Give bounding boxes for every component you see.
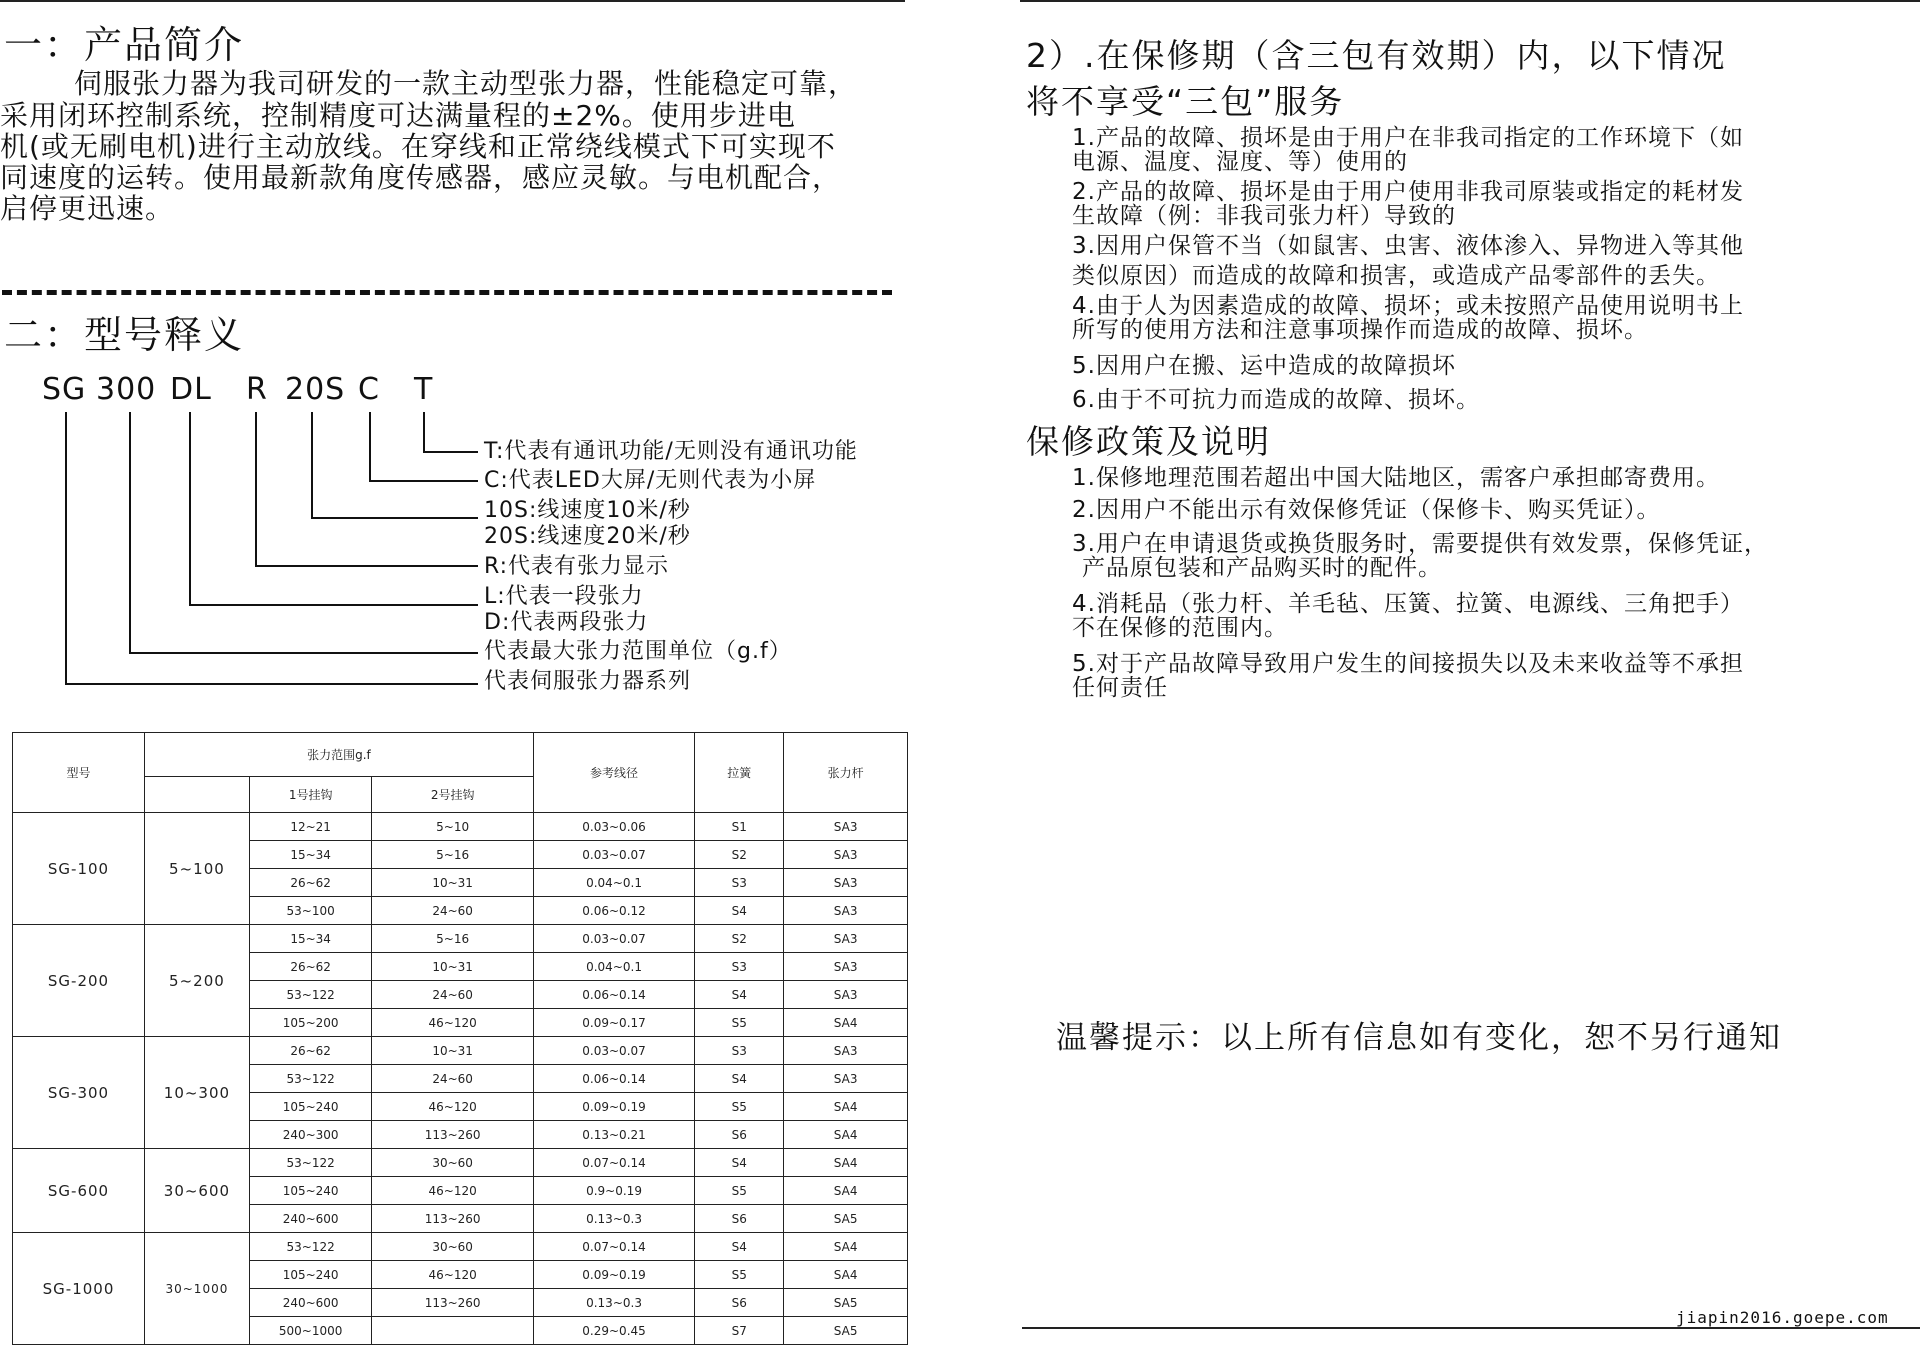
code-explanation-series: 代表伺服张力器系列 — [484, 669, 692, 694]
code-part-dl: DL — [170, 372, 212, 407]
section4-title: 保修政策及说明 — [1026, 422, 1271, 461]
list-item-cont: 任何责任 — [1072, 675, 1168, 701]
code-explanation-r: R:代表有张力显示 — [484, 554, 670, 579]
list-item: 1.产品的故障、损坏是由于用户在非我司指定的工作环境下（如 — [1072, 125, 1744, 151]
table-cell: 0.04~0.1 — [533, 869, 694, 897]
code-part-300: 300 — [96, 372, 157, 407]
code-part-20s: 20S — [285, 372, 346, 407]
table-row — [13, 1233, 908, 1261]
table-cell: 240~600 — [249, 1205, 372, 1233]
list-item: 3.用户在申请退货或换货服务时，需要提供有效发票，保修凭证， — [1072, 531, 1768, 557]
table-cell: 105~200 — [249, 1009, 372, 1037]
table-cell: 240~600 — [249, 1289, 372, 1317]
list-item: 5.因用户在搬、运中造成的故障损坏 — [1072, 353, 1456, 379]
table-cell: 46~120 — [372, 1177, 533, 1205]
section1-line: 机(或无刷电机)进行主动放线。在穿线和正常绕线模式下可实现不 — [0, 130, 836, 163]
table-cell: SA4 — [784, 1233, 908, 1261]
table-cell: 12~21 — [249, 813, 372, 841]
table-cell: SA4 — [784, 1093, 908, 1121]
table-cell: S4 — [695, 981, 784, 1009]
table-cell — [372, 1317, 533, 1345]
header-wire: 参考线径 — [533, 733, 694, 813]
code-explanation-10s: 10S:线速度10米/秒 — [484, 498, 691, 523]
list-item: 5.对于产品故障导致用户发生的间接损失以及未来收益等不承担 — [1072, 651, 1744, 677]
spec-table — [12, 732, 908, 1345]
code-explanation-l: L:代表一段张力 — [484, 584, 644, 609]
code-part-t: T — [414, 372, 434, 407]
table-cell: 30~60 — [372, 1149, 533, 1177]
table-cell: 0.09~0.17 — [533, 1009, 694, 1037]
table-row — [13, 813, 908, 841]
table-cell: S6 — [695, 1289, 784, 1317]
table-cell: S3 — [695, 1037, 784, 1065]
table-cell: SA5 — [784, 1205, 908, 1233]
table-cell: S7 — [695, 1317, 784, 1345]
table-cell: 105~240 — [249, 1093, 372, 1121]
table-cell: 24~60 — [372, 1065, 533, 1093]
header-tension-range: 张力范围g.f — [145, 733, 534, 777]
table-cell: S5 — [695, 1009, 784, 1037]
table-cell: 0.09~0.19 — [533, 1093, 694, 1121]
table-cell: 0.09~0.19 — [533, 1261, 694, 1289]
bottom-rule-right — [1022, 1327, 1920, 1329]
table-cell: SA4 — [784, 1149, 908, 1177]
table-cell: S5 — [695, 1177, 784, 1205]
list-item: 4.由于人为因素造成的故障、损坏；或未按照产品使用说明书上 — [1072, 293, 1744, 319]
table-cell: 0.13~0.3 — [533, 1205, 694, 1233]
table-cell: S6 — [695, 1205, 784, 1233]
table-cell: 0.07~0.14 — [533, 1149, 694, 1177]
table-cell: 24~60 — [372, 897, 533, 925]
header-bar: 张力杆 — [784, 733, 908, 813]
table-cell: S4 — [695, 1149, 784, 1177]
table-cell: SA5 — [784, 1289, 908, 1317]
table-cell: 53~122 — [249, 1065, 372, 1093]
model-cell: SG-200 — [13, 925, 145, 1037]
range-cell: 10~300 — [145, 1037, 250, 1149]
table-cell: 5~16 — [372, 925, 533, 953]
table-cell: 26~62 — [249, 1037, 372, 1065]
table-cell: 0.03~0.06 — [533, 813, 694, 841]
list-item-cont: 产品原包装和产品购买时的配件。 — [1082, 555, 1442, 581]
table-cell: 24~60 — [372, 981, 533, 1009]
table-cell: 0.04~0.1 — [533, 953, 694, 981]
table-cell: 0.03~0.07 — [533, 841, 694, 869]
list-item-cont: 不在保修的范围内。 — [1072, 615, 1288, 641]
table-cell: S4 — [695, 1065, 784, 1093]
model-cell: SG-300 — [13, 1037, 145, 1149]
table-cell: 113~260 — [372, 1121, 533, 1149]
table-cell: 53~122 — [249, 1149, 372, 1177]
section3-title-line2: 将不享受“三包”服务 — [1026, 82, 1345, 121]
table-row — [13, 1149, 908, 1177]
section1-line: 同速度的运转。使用最新款角度传感器，感应灵敏。与电机配合， — [0, 161, 842, 194]
table-cell: S3 — [695, 869, 784, 897]
code-explanation-c: C:代表LED大屏/无则代表为小屏 — [484, 468, 817, 493]
section1-line: 启停更迅速。 — [0, 192, 175, 225]
list-item-cont: 生故障（例：非我司张力杆）导致的 — [1072, 203, 1456, 229]
table-cell: SA3 — [784, 925, 908, 953]
range-cell: 5~100 — [145, 813, 250, 925]
section1-title: 一：产品简介 — [4, 23, 245, 67]
table-cell: SA3 — [784, 813, 908, 841]
list-item: 3.因用户保管不当（如鼠害、虫害、液体渗入、异物进入等其他 — [1072, 233, 1744, 259]
section1-line: 采用闭环控制系统，控制精度可达满量程的±2%。使用步进电 — [0, 99, 796, 132]
list-item: 2.因用户不能出示有效保修凭证（保修卡、购买凭证）。 — [1072, 497, 1661, 523]
table-cell: S4 — [695, 1233, 784, 1261]
section1-line: 伺服张力器为我司研发的一款主动型张力器，性能稳定可靠， — [74, 67, 858, 100]
table-cell: SA4 — [784, 1261, 908, 1289]
list-item: 2.产品的故障、损坏是由于用户使用非我司原装或指定的耗材发 — [1072, 179, 1744, 205]
table-cell: 0.13~0.3 — [533, 1289, 694, 1317]
list-item: 6.由于不可抗力而造成的故障、损坏。 — [1072, 387, 1480, 413]
table-cell: 0.03~0.07 — [533, 1037, 694, 1065]
header-blank — [145, 777, 250, 813]
table-cell: 0.06~0.14 — [533, 981, 694, 1009]
top-rule-right — [1020, 0, 1920, 2]
table-cell: SA3 — [784, 953, 908, 981]
table-cell: SA3 — [784, 841, 908, 869]
table-cell: 105~240 — [249, 1261, 372, 1289]
table-cell: 46~120 — [372, 1009, 533, 1037]
table-cell: 26~62 — [249, 869, 372, 897]
table-cell: SA4 — [784, 1009, 908, 1037]
code-explanation-t: T:代表有通讯功能/无则没有通讯功能 — [484, 439, 858, 464]
code-part-r: R — [246, 372, 268, 407]
table-cell: 113~260 — [372, 1289, 533, 1317]
table-cell: 53~122 — [249, 981, 372, 1009]
model-cell: SG-1000 — [13, 1233, 145, 1345]
table-cell: 0.06~0.12 — [533, 897, 694, 925]
table-cell: 0.06~0.14 — [533, 1065, 694, 1093]
table-cell: 0.03~0.07 — [533, 925, 694, 953]
table-cell: S5 — [695, 1093, 784, 1121]
table-cell: SA4 — [784, 1177, 908, 1205]
header-spring: 拉簧 — [695, 733, 784, 813]
model-cell: SG-600 — [13, 1149, 145, 1233]
table-cell: 10~31 — [372, 953, 533, 981]
table-cell: 46~120 — [372, 1261, 533, 1289]
list-item-cont: 所写的使用方法和注意事项操作而造成的故障、损坏。 — [1072, 317, 1648, 343]
list-item: 4.消耗品（张力杆、羊毛毡、压簧、拉簧、电源线、三角把手） — [1072, 591, 1744, 617]
code-part-c: C — [358, 372, 380, 407]
list-item-cont: 类似原因）而造成的故障和损害，或造成产品零部件的丢失。 — [1072, 263, 1720, 289]
table-cell: 26~62 — [249, 953, 372, 981]
table-cell: 0.13~0.21 — [533, 1121, 694, 1149]
section2-title: 二：型号释义 — [4, 313, 245, 357]
table-cell: 30~60 — [372, 1233, 533, 1261]
table-cell: SA3 — [784, 897, 908, 925]
table-cell: 10~31 — [372, 869, 533, 897]
table-cell: S4 — [695, 897, 784, 925]
table-cell: 500~1000 — [249, 1317, 372, 1345]
table-cell: S2 — [695, 841, 784, 869]
table-cell: 0.07~0.14 — [533, 1233, 694, 1261]
table-cell: 15~34 — [249, 841, 372, 869]
code-explanation-d: D:代表两段张力 — [484, 610, 649, 635]
table-cell: 0.29~0.45 — [533, 1317, 694, 1345]
section3-title-line1: 2）.在保修期（含三包有效期）内，以下情况 — [1026, 36, 1727, 75]
range-cell: 30~1000 — [145, 1233, 250, 1345]
header-hook1: 1号挂钩 — [249, 777, 372, 813]
table-cell: 53~122 — [249, 1233, 372, 1261]
table-cell: SA3 — [784, 1037, 908, 1065]
code-explanation-20s: 20S:线速度20米/秒 — [484, 524, 691, 549]
table-cell: 15~34 — [249, 925, 372, 953]
table-cell: SA3 — [784, 869, 908, 897]
table-cell: 240~300 — [249, 1121, 372, 1149]
range-cell: 5~200 — [145, 925, 250, 1037]
table-cell: 10~31 — [372, 1037, 533, 1065]
model-leader-lines — [0, 0, 960, 720]
code-explanation-range-unit: 代表最大张力范围单位（g.f） — [484, 639, 792, 664]
table-cell: S5 — [695, 1261, 784, 1289]
list-item-cont: 电源、温度、湿度、等）使用的 — [1072, 149, 1408, 175]
table-cell: S1 — [695, 813, 784, 841]
header-hook2: 2号挂钩 — [372, 777, 533, 813]
table-cell: 5~10 — [372, 813, 533, 841]
table-cell: 113~260 — [372, 1205, 533, 1233]
table-cell: SA3 — [784, 1065, 908, 1093]
table-cell: SA5 — [784, 1317, 908, 1345]
table-row — [13, 1037, 908, 1065]
range-cell: 30~600 — [145, 1149, 250, 1233]
table-cell: 105~240 — [249, 1177, 372, 1205]
list-item: 1.保修地理范围若超出中国大陆地区，需客户承担邮寄费用。 — [1072, 465, 1720, 491]
table-cell: S3 — [695, 953, 784, 981]
model-cell: SG-100 — [13, 813, 145, 925]
table-cell: SA3 — [784, 981, 908, 1009]
table-cell: SA4 — [784, 1121, 908, 1149]
table-row — [13, 925, 908, 953]
table-cell: S6 — [695, 1121, 784, 1149]
table-cell: 0.9~0.19 — [533, 1177, 694, 1205]
notice: 温馨提示：以上所有信息如有变化，恕不另行通知 — [1056, 1020, 1782, 1056]
table-cell: 53~100 — [249, 897, 372, 925]
table-cell: S2 — [695, 925, 784, 953]
header-model: 型号 — [13, 733, 145, 813]
code-part-sg: SG — [42, 372, 87, 407]
table-cell: 46~120 — [372, 1093, 533, 1121]
table-cell: 5~16 — [372, 841, 533, 869]
footer-url: jiapin2016.goepe.com — [1676, 1308, 1889, 1327]
